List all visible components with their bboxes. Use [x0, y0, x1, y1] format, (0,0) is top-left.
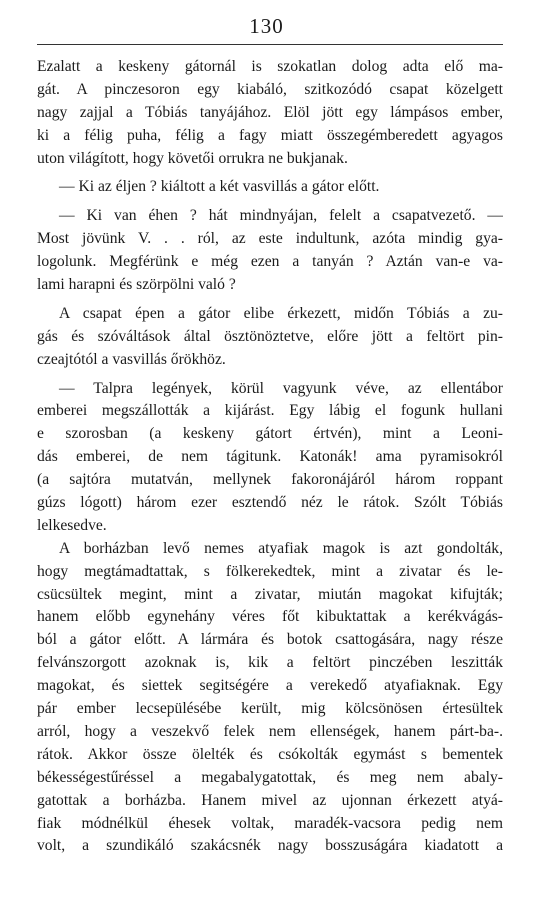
page-text — [37, 56, 503, 858]
text-line: — Ki az éljen ? kiáltott a két vasvillás a gátor előtt. — [59, 178, 380, 196]
text-line: e szorosban (a keskeny gátort értvén), mint a Leoni- — [37, 425, 503, 443]
text-line: dás emberei, de nem tágitunk. Katonák! ama pyramisokról — [37, 448, 503, 466]
text-line: gúzs lógott) három ezer esztendő néz le rátok. Szólt Tóbiás — [37, 494, 503, 512]
text-line: rátok. Akkor össze ölelték és csókolták egymást s bementek — [37, 745, 503, 763]
text-line: ki a félig puha, félig a fagy miatt összegémberedett agyagos — [37, 126, 503, 144]
paragraph — [37, 176, 503, 199]
paragraph — [37, 303, 503, 372]
text-line: uton világított, hogy követői orrukra ne bukjanak. — [37, 149, 348, 167]
text-line: emberei megszállották a kijárást. Egy lábig el fogunk hullani — [37, 402, 503, 420]
text-line: (a sajtóra mutatván, mellynek fakoronájáról három roppant — [37, 471, 503, 489]
text-line: pár ember lecsepülésébe került, mig kölcsönösen értesültek — [37, 700, 503, 718]
text-line: arról, hogy a veszekvő felek nem ellenségek, hanem párt-ba-. — [37, 722, 503, 740]
paragraph — [37, 538, 503, 858]
text-line: hanem előbb egynehány véres főt kibuktattak a kerékvágás- — [37, 608, 503, 626]
text-line: Most jövünk V. . . ról, az este indultunk, azóta mindig gya- — [37, 230, 503, 248]
page-number: 130 — [249, 14, 284, 38]
text-line: békességestűréssel a megabalygatottak, és meg nem abaly- — [37, 768, 503, 786]
text-line: ból a gátor előtt. A lármára és botok csattogására, nagy része — [37, 631, 503, 649]
text-line: gát. A pinczesoron egy kiabáló, szitkozódó csapat közelgett — [37, 80, 503, 98]
text-line: hogy megtámadtattak, s fölkerekedtek, mint a zivatar és le- — [37, 562, 503, 580]
paragraph — [37, 205, 503, 297]
text-line: logolunk. Megférünk e még ezen a tanyán ? Aztán van-e va- — [37, 253, 503, 271]
text-line: volt, a szundikáló szakácsnék nagy bosszuságára kiadatott a — [37, 837, 503, 855]
text-line: felvánszorgott azoknak is, kik a feltört pinczében leszitták — [37, 654, 503, 672]
paragraph — [37, 378, 503, 538]
text-line: fiak módnélkül éhesek voltak, maradék-vacsora pedig nem — [37, 814, 503, 832]
text-line: A borházban levő nemes atyafiak magok is azt gondolták, — [59, 539, 503, 557]
text-line: gatottak a borházba. Hanem mivel az ujonnan érkezett atyá- — [37, 791, 503, 809]
text-line: csücsültek megint, mint a zivatar, miután magokat kifujták; — [37, 585, 503, 603]
text-line: A csapat épen a gátor elibe érkezett, midőn Tóbiás a zu- — [59, 304, 503, 322]
header-rule — [37, 44, 503, 45]
text-line: lami harapni és szörpölni való ? — [37, 276, 236, 294]
text-line: — Ki van éhen ? hát mindnyájan, felelt a csapatvezető. — — [59, 207, 503, 225]
text-line: nagy zajjal a Tóbiás tanyájához. Elöl jött egy lámpásos ember, — [37, 103, 503, 121]
text-line: lelkesedve. — [37, 516, 107, 534]
paragraph — [37, 56, 503, 170]
text-line: — Talpra legények, körül vagyunk véve, az ellentábor — [59, 379, 503, 397]
text-line: magokat, és siettek segitségére a verekedő atyafiaknak. Egy — [37, 677, 503, 695]
text-line: gás és szóváltások által ösztönöztetve, előre jött a feltört pin- — [37, 327, 503, 345]
text-line: czeajtótól a vasvillás őrökhöz. — [37, 350, 226, 368]
text-line: Ezalatt a keskeny gátornál is szokatlan dolog adta elő ma- — [37, 58, 503, 75]
